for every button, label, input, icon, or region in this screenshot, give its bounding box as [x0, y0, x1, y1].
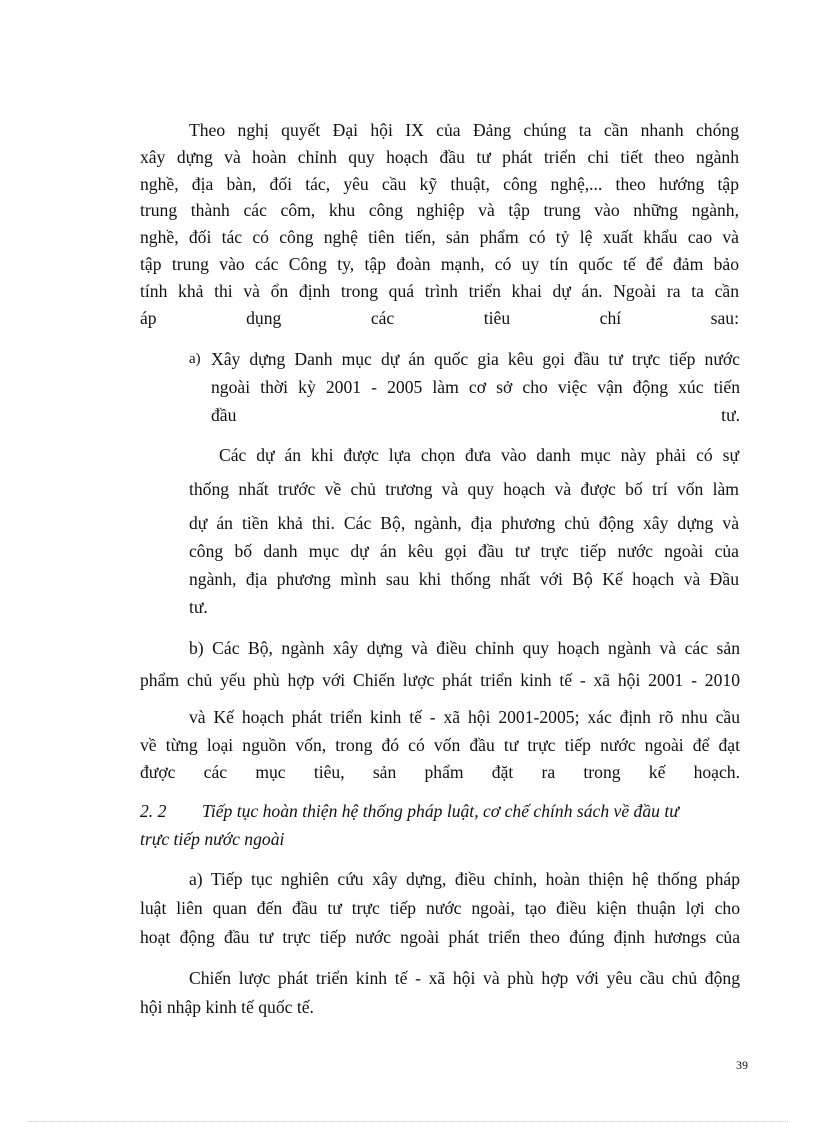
text-line: nghề, địa bàn, đối tác, yêu cầu kỹ thuật, công nghệ,... theo hướng tập	[140, 173, 739, 194]
paragraph-intro	[140, 117, 739, 331]
text-line: trung thành các côm, khu công nghiệp và tập trung vào những ngành,	[140, 200, 739, 221]
section-title-continuation: trực tiếp nước ngoài	[140, 829, 285, 849]
text-line: b) Các Bộ, ngành xây dựng và điều chỉnh quy hoạch ngành và các sản	[189, 638, 740, 658]
section-number: 2. 2	[140, 801, 167, 821]
text-line: nghề, đối tác có công nghệ tiên tiến, sản phẩm có tỷ lệ xuất khẩu cao và	[140, 227, 739, 248]
text-line: Xây dựng Danh mục dự án quốc gia kêu gọi đầu tư trực tiếp nước	[211, 349, 740, 369]
text-line: đầu tư.	[211, 405, 740, 425]
text-line: về từng loại nguồn vốn, trong đó có vốn đầu tư trực tiếp nước ngoài để đạt	[140, 734, 740, 755]
text-line: và Kế hoạch phát triển kinh tế - xã hội 2001-2005; xác định rõ nhu cầu	[189, 707, 740, 727]
text-line: a) Tiếp tục nghiên cứu xây dựng, điều chỉnh, hoàn thiện hệ thống pháp	[189, 869, 740, 889]
paragraph-legal	[140, 865, 740, 952]
text-line: dự án tiền khả thi. Các Bộ, ngành, địa phương chủ động xây dựng và	[189, 513, 739, 533]
list-item-a	[211, 345, 740, 429]
page-number: 39	[736, 1058, 748, 1072]
text-line: tính khả thi và ổn định trong quá trình triển khai dự án. Ngoài ra ta cần	[140, 280, 739, 301]
text-line: ngoài thời kỳ 2001 - 2005 làm cơ sở cho việc vận động xúc tiến	[211, 377, 740, 397]
text-line: tư.	[189, 597, 208, 617]
text-line: ngành, địa phương mình sau khi thống nhất với Bộ Kế hoạch và Đầu	[189, 569, 739, 589]
paragraph-plan	[140, 704, 740, 787]
paragraph-strategy	[140, 964, 740, 1022]
text-line: hội nhập kinh tế quốc tế.	[140, 997, 314, 1017]
section-title: Tiếp tục hoàn thiện hệ thống pháp luật, cơ chế chính sách về đầu tư	[202, 801, 679, 821]
section-heading	[140, 797, 740, 853]
text-line: Chiến lược phát triển kinh tế - xã hội và phù hợp với yêu cầu chủ động	[189, 968, 740, 988]
text-line: phẩm chủ yếu phù hợp với Chiến lược phát triển kinh tế - xã hội 2001 - 2010	[140, 670, 740, 690]
text-line: tập trung vào các Công ty, tập đoàn mạnh, có uy tín quốc tế để đảm bảo	[140, 253, 739, 274]
text-line: áp dụng các tiêu chí sau:	[140, 307, 739, 328]
text-line: luật liên quan đến đầu tư trực tiếp nước ngoài, tạo điều kiện thuận lợi cho	[140, 898, 740, 918]
paragraph-projects	[189, 438, 739, 506]
paragraph-item-b	[140, 632, 740, 696]
paragraph-feasibility	[189, 509, 739, 621]
footer-divider	[28, 1121, 788, 1122]
text-line: hoạt động đầu tư trực tiếp nước ngoài phát triển theo đúng định hươngs của	[140, 927, 740, 947]
text-line: thống nhất trước về chủ trương và quy hoạch và được bố trí vốn làm	[189, 479, 739, 499]
text-line: công bố danh mục dự án kêu gọi đầu tư trực tiếp nước ngoài của	[189, 541, 739, 561]
list-marker: a)	[189, 351, 201, 367]
text-line: xây dựng và hoàn chỉnh quy hoạch đầu tư phát triển chi tiết theo ngành	[140, 146, 739, 167]
text-line: được các mục tiêu, sản phẩm đặt ra trong kế hoạch.	[140, 762, 740, 782]
text-line: Theo nghị quyết Đại hội IX của Đảng chúng ta cần nhanh chóng	[189, 120, 739, 140]
text-line: Các dự án khi được lựa chọn đưa vào danh mục này phải có sự	[219, 445, 739, 465]
